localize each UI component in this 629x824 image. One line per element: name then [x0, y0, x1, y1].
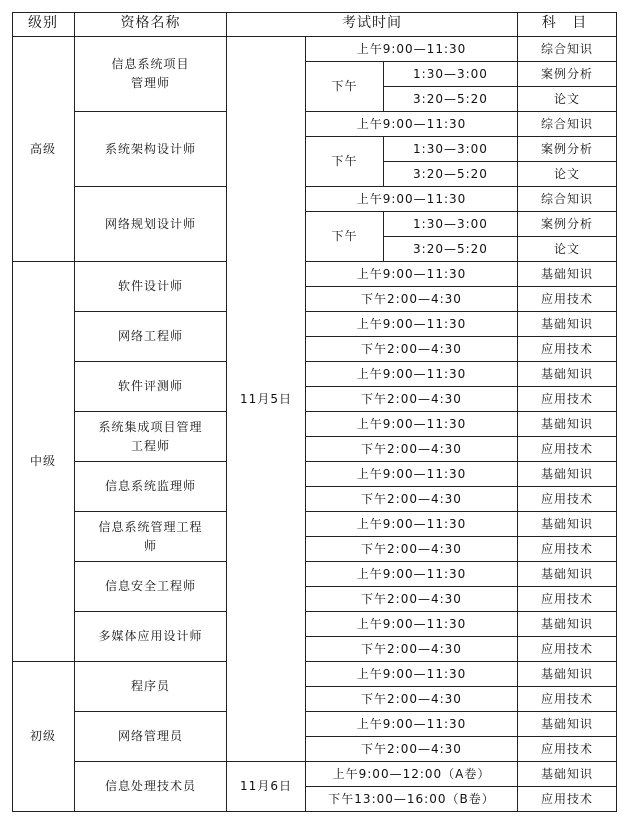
exam-time-afternoon: 下午2:00—4:30 [306, 287, 518, 312]
exam-time-pm2: 3:20—5:20 [384, 87, 518, 112]
level-intermediate: 中级 [12, 262, 75, 662]
afternoon-label: 下午 [306, 137, 384, 187]
qualification-name: 信息系统监理师 [75, 462, 227, 512]
subject-cell: 基础知识 [518, 462, 617, 487]
exam-time-morning: 上午9:00—11:30 [306, 462, 518, 487]
exam-time-pm2: 3:20—5:20 [384, 237, 518, 262]
exam-time-morning: 上午9:00—11:30 [306, 712, 518, 737]
level-senior: 高级 [12, 37, 75, 262]
exam-time-morning: 上午9:00—11:30 [306, 37, 518, 62]
exam-time-afternoon: 下午2:00—4:30 [306, 337, 518, 362]
header-subject: 科 目 [518, 12, 617, 37]
exam-time-morning: 上午9:00—11:30 [306, 512, 518, 537]
exam-time-morning: 上午9:00—11:30 [306, 612, 518, 637]
exam-schedule-table [12, 12, 617, 812]
exam-time-afternoon: 下午2:00—4:30 [306, 587, 518, 612]
exam-time-afternoon: 下午2:00—4:30 [306, 637, 518, 662]
exam-time-morning: 上午9:00—11:30 [306, 662, 518, 687]
header-exam-time: 考试时间 [227, 12, 518, 37]
subject-cell: 综合知识 [518, 37, 617, 62]
subject-cell: 应用技术 [518, 337, 617, 362]
subject-cell: 基础知识 [518, 262, 617, 287]
subject-cell: 基础知识 [518, 762, 617, 787]
subject-cell: 案例分析 [518, 212, 617, 237]
qualification-name: 网络工程师 [75, 312, 227, 362]
exam-time-morning: 上午9:00—11:30 [306, 312, 518, 337]
exam-time-pm1: 1:30—3:00 [384, 212, 518, 237]
level-junior: 初级 [12, 662, 75, 812]
qualification-name: 软件设计师 [75, 262, 227, 312]
afternoon-label: 下午 [306, 62, 384, 112]
subject-cell: 应用技术 [518, 587, 617, 612]
subject-cell: 综合知识 [518, 112, 617, 137]
subject-cell: 综合知识 [518, 187, 617, 212]
exam-time-pm2: 3:20—5:20 [384, 162, 518, 187]
exam-time-morning: 上午9:00—12:00（A卷） [306, 762, 518, 787]
subject-cell: 应用技术 [518, 787, 617, 812]
subject-cell: 应用技术 [518, 437, 617, 462]
exam-time-afternoon: 下午2:00—4:30 [306, 487, 518, 512]
subject-cell: 论文 [518, 162, 617, 187]
exam-time-afternoon: 下午2:00—4:30 [306, 387, 518, 412]
qualification-name: 网络管理员 [75, 712, 227, 762]
qualification-name: 信息系统管理工程 师 [75, 512, 227, 562]
date-main: 11月5日 [227, 37, 306, 762]
qualification-name: 多媒体应用设计师 [75, 612, 227, 662]
qualification-name: 网络规划设计师 [75, 187, 227, 262]
subject-cell: 基础知识 [518, 662, 617, 687]
subject-cell: 应用技术 [518, 537, 617, 562]
exam-time-afternoon: 下午2:00—4:30 [306, 737, 518, 762]
exam-time-pm1: 1:30—3:00 [384, 137, 518, 162]
qualification-name: 信息系统项目 管理师 [75, 37, 227, 112]
subject-cell: 基础知识 [518, 512, 617, 537]
subject-cell: 应用技术 [518, 687, 617, 712]
exam-time-afternoon: 下午2:00—4:30 [306, 437, 518, 462]
exam-time-morning: 上午9:00—11:30 [306, 362, 518, 387]
subject-cell: 案例分析 [518, 62, 617, 87]
exam-time-pm1: 1:30—3:00 [384, 62, 518, 87]
exam-time-afternoon: 下午13:00—16:00（B卷） [306, 787, 518, 812]
qualification-name: 系统集成项目管理 工程师 [75, 412, 227, 462]
date-info-processing: 11月6日 [227, 762, 306, 812]
subject-cell: 基础知识 [518, 612, 617, 637]
subject-cell: 基础知识 [518, 712, 617, 737]
exam-time-morning: 上午9:00—11:30 [306, 562, 518, 587]
subject-cell: 应用技术 [518, 737, 617, 762]
qualification-name: 软件评测师 [75, 362, 227, 412]
subject-cell: 基础知识 [518, 412, 617, 437]
exam-time-morning: 上午9:00—11:30 [306, 262, 518, 287]
subject-cell: 基础知识 [518, 362, 617, 387]
subject-cell: 案例分析 [518, 137, 617, 162]
exam-time-morning: 上午9:00—11:30 [306, 187, 518, 212]
subject-cell: 论文 [518, 87, 617, 112]
subject-cell: 论文 [518, 237, 617, 262]
qualification-name: 信息处理技术员 [75, 762, 227, 812]
exam-time-morning: 上午9:00—11:30 [306, 112, 518, 137]
qualification-name: 程序员 [75, 662, 227, 712]
subject-cell: 基础知识 [518, 562, 617, 587]
header-level: 级别 [12, 12, 75, 37]
subject-cell: 应用技术 [518, 487, 617, 512]
subject-cell: 应用技术 [518, 287, 617, 312]
subject-cell: 应用技术 [518, 637, 617, 662]
header-qualification: 资格名称 [75, 12, 227, 37]
exam-time-afternoon: 下午2:00—4:30 [306, 687, 518, 712]
exam-time-morning: 上午9:00—11:30 [306, 412, 518, 437]
qualification-name: 信息安全工程师 [75, 562, 227, 612]
qualification-name: 系统架构设计师 [75, 112, 227, 187]
exam-time-afternoon: 下午2:00—4:30 [306, 537, 518, 562]
subject-cell: 应用技术 [518, 387, 617, 412]
subject-cell: 基础知识 [518, 312, 617, 337]
afternoon-label: 下午 [306, 212, 384, 262]
